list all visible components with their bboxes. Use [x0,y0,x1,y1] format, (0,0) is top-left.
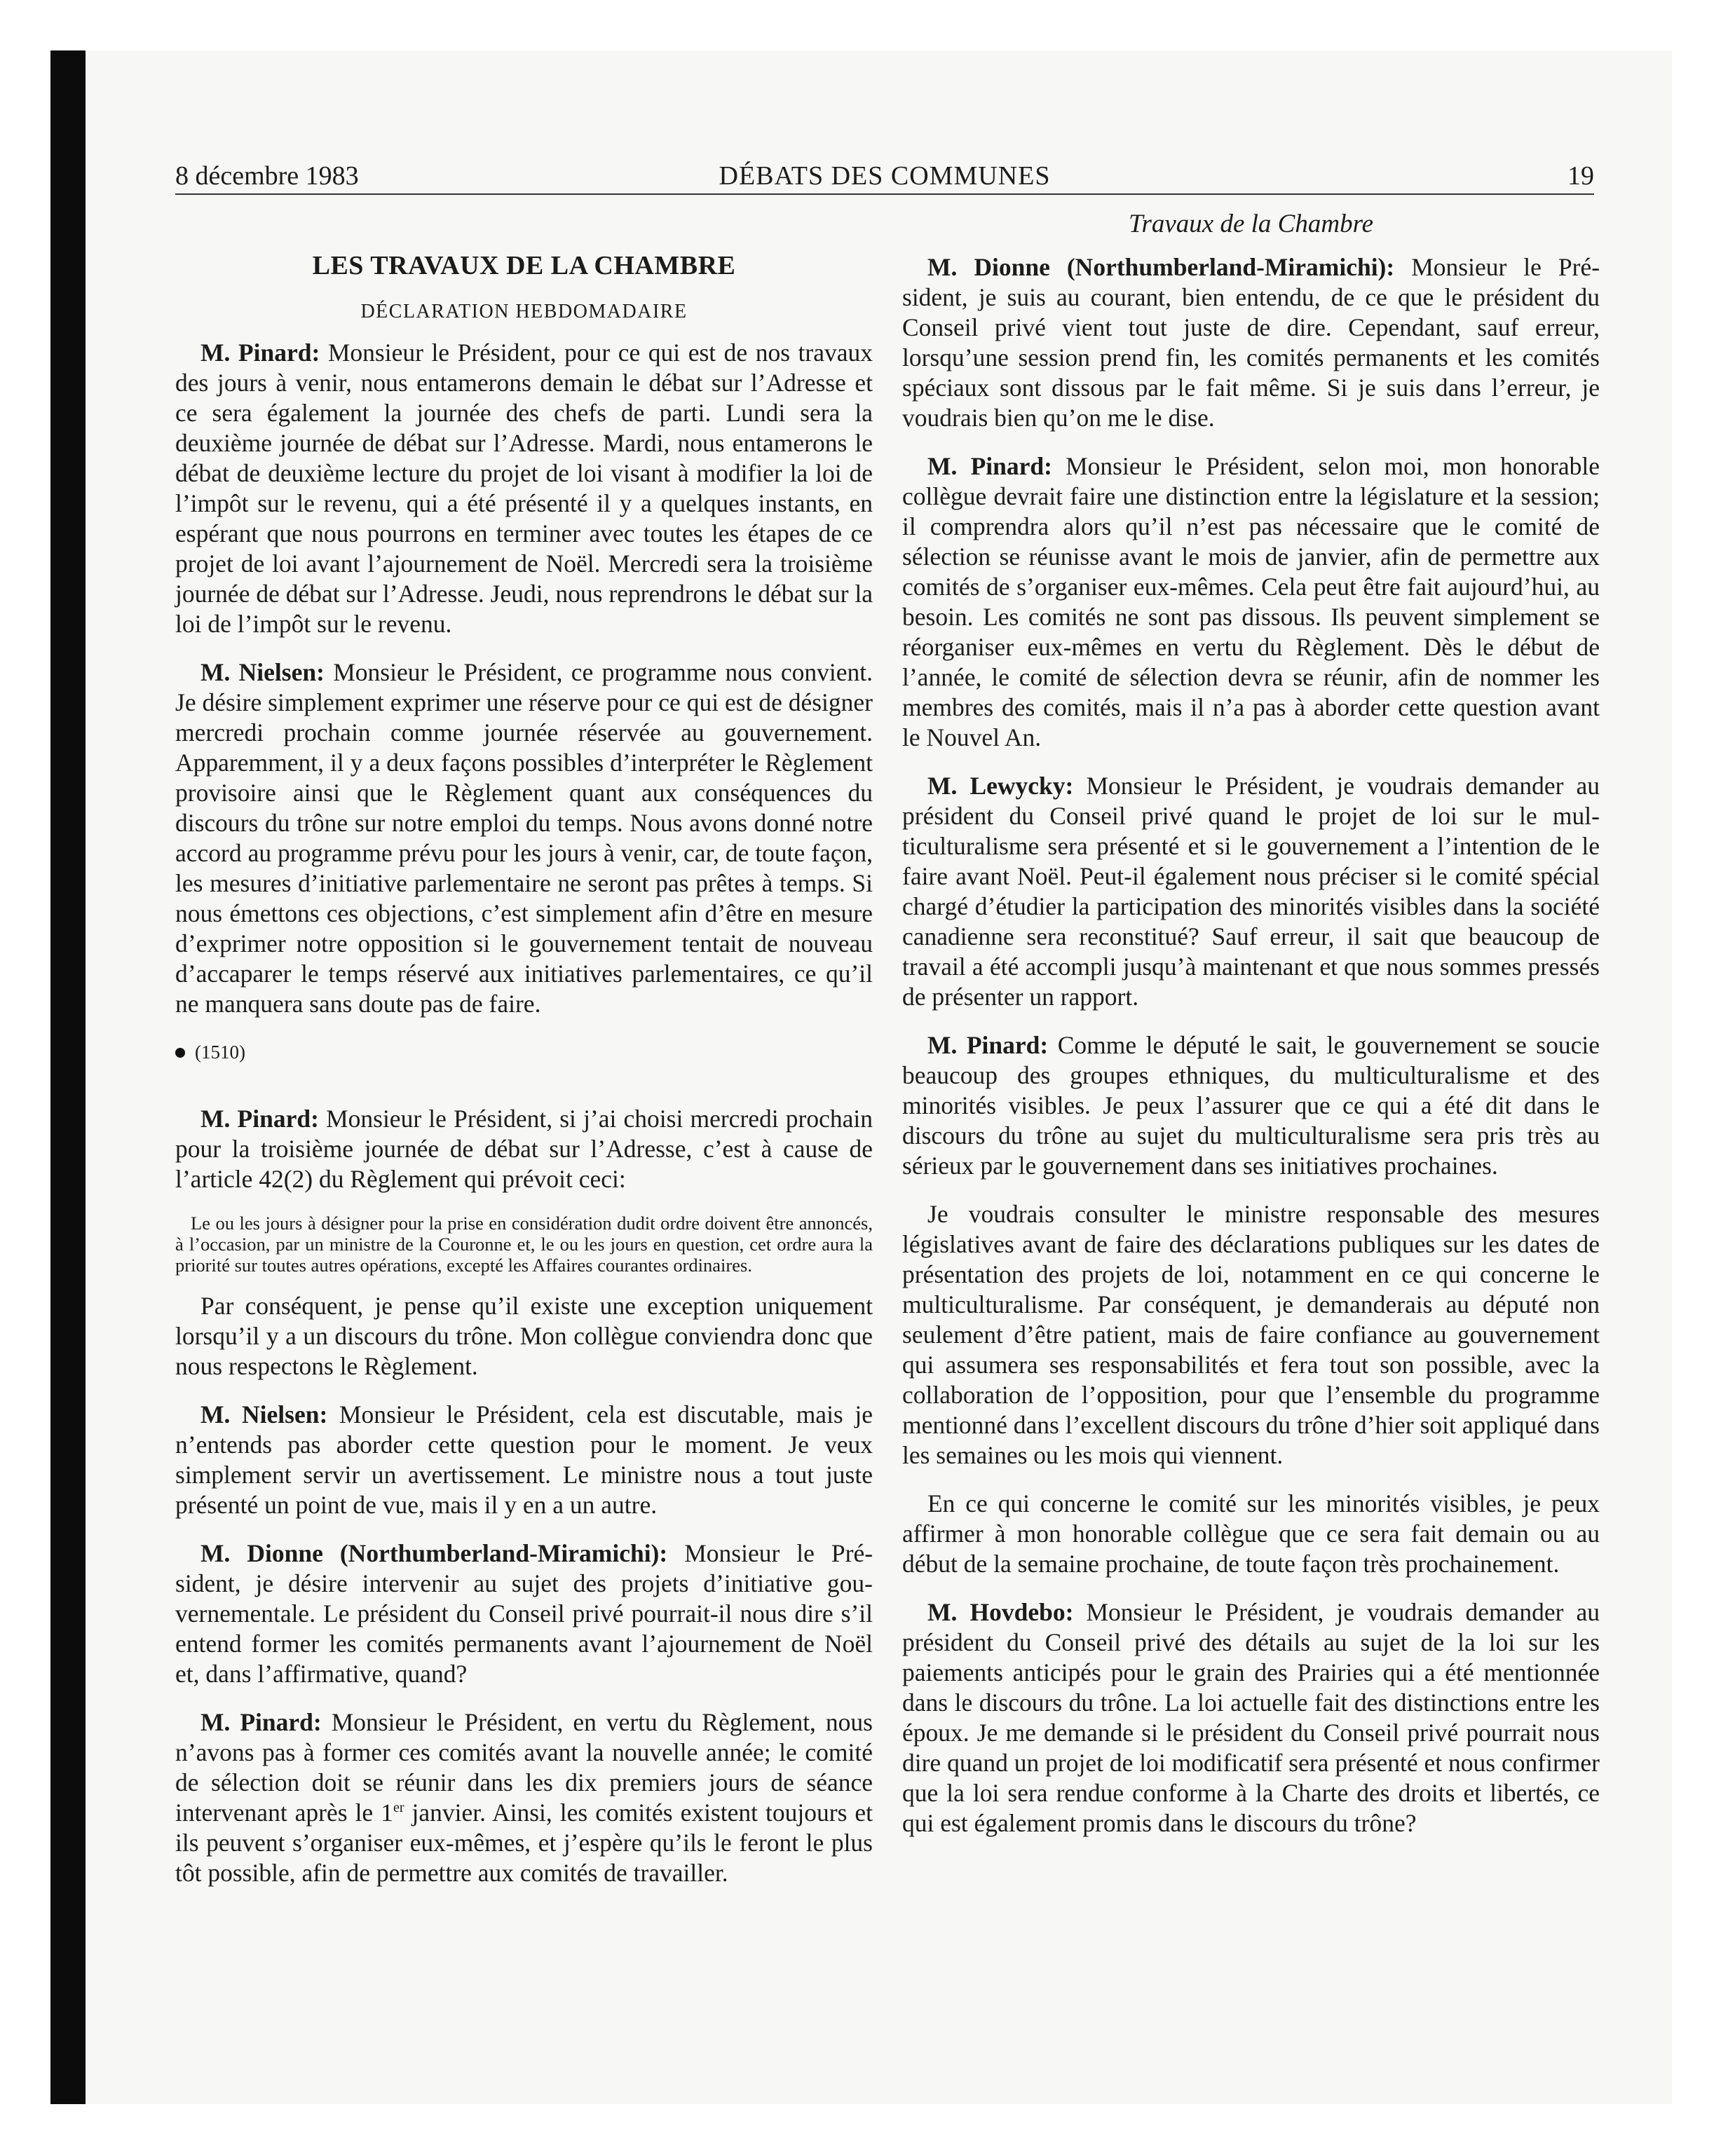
quote-text: Le ou les jours à désigner pour la prise en considération dudit ordre doivent être annoncés, à l’occasion, par un ministre de la Couronne et, le ou les jours en question, cet ordre aura la priorité sur toutes autres opérations, excepté les Affaires courantes ordinaires. [175,1213,873,1276]
paragraph [175,1400,873,1520]
page-number: 19 [1567,161,1594,191]
speaker-name: M. Hovdebo: [927,1598,1074,1626]
paragraph [175,1538,873,1689]
speech-text: janvier. Ainsi, les comités existent toujours et ils peuvent s’organiser eux-mêmes, et j’espère qu’ils le feront le plus tôt possible, afin de permettre aux comités de travailler. [175,1799,873,1887]
column-header: Travaux de la Chambre [1128,210,1374,238]
speech-text: Monsieur le Président, je désire intervenir au sujet des projets d’initiative gouvernementale. Le président du Conseil privé pourrait-il nous dire s’il entend former les comités permanents avant l’ajournement de Noël et, dans l’affirmative, quand? [175,1539,873,1688]
speaker-name: M. Lewycky: [927,772,1074,800]
speaker-name: M. Pinard: [927,1031,1049,1059]
speaker-name: M. Pinard: [200,1105,319,1133]
speaker-name: M. Dionne [200,1539,323,1567]
paragraph [175,1104,873,1194]
paragraph [175,1707,873,1888]
block-quote [175,1213,873,1276]
speech-text: Monsieur le Président, selon moi, mon honorable collègue devrait faire une distinction entre la législature et la session; il comprendra alors qu’il n’est pas nécessaire que le comité de sélection se réunisse avant le mois de janvier, afin de permettre aux comités de s’organiser eux-mêmes. Cela peut être fait aujourd’hui, au besoin. Les comités ne sont pas dissous. Ils peuvent simplement se réorganiser eux-mêmes en vertu du Règlement. Dès le début de l’année, le comité de sélection devra se réunir, afin de nommer les membres des comités, mais il n’a pas à aborder cette question avant le Nouvel An. [902,452,1600,751]
paragraph [902,1597,1600,1838]
speaker-riding: (Northumberland-Miramichi): [1049,253,1395,281]
bullet-icon [175,1048,185,1058]
speaker-name: M. Pinard: [200,1708,322,1736]
scan-edge [50,50,86,2104]
speaker-name: M. Pinard: [200,339,320,367]
paragraph [902,771,1600,1012]
paragraph [902,451,1600,753]
speech-text: Monsieur le Président, si j’ai choisi mercredi prochain pour la troisième journée de débat sur l’Adresse, c’est à cause de l’article 42(2) du Règlement qui prévoit ceci: [175,1105,873,1193]
paragraph [902,1030,1600,1181]
speech-text: Je voudrais consulter le ministre responsable des mesures législatives avant de faire des déclarations publiques sur les dates de présentation des projets de loi, notamment en ce qui concerne le multiculturalisme. Par conséquent, je demanderais au député non seulement d’être patient, mais de faire confiance au gouvernement qui assumera ses responsabilités et fera tout son possible, avec la collaboration de l’opposition, pour que l’ensemble du programme mentionné dans l’excellent discours du trône d’hier soit appliqué dans les semaines ou les mois qui viennent. [902,1200,1600,1469]
speech-text: Monsieur le Président, en vertu du Règlement, nous n’avons pas à former ces comités avant la nouvelle année; le comité de sélection doit se réunir dans les dix premiers jours de séance intervenant après le 1 [175,1708,873,1827]
speech-text: Monsieur le Président, je voudrais demander au président du Conseil privé quand le projet de loi sur le multiculturalisme sera présenté et si le gouvernement a l’intention de le faire avant Noël. Peut-il également nous préciser si le comité spécial chargé d’étudier la participation des minorités visibles dans la société canadienne sera reconstitué? Sauf erreur, il sait que beaucoup de travail a été accompli jusqu’à maintenant et que nous sommes pressés de présenter un rapport. [902,772,1600,1011]
right-column [902,209,1600,1857]
paragraph [902,252,1600,433]
speech-text: En ce qui concerne le comité sur les minorités visibles, je peux affirmer à mon honorable collègue que ce sera fait demain ou au début de la semaine prochaine, de toute façon très prochainement. [902,1489,1600,1578]
speaker-name: M. Dionne [927,253,1050,281]
paragraph [902,1489,1600,1579]
section-title: LES TRAVAUX DE LA CHAMBRE [312,251,736,280]
speaker-name: M. Nielsen: [200,658,325,686]
time-marker-text: (1510) [195,1042,245,1063]
paragraph [902,1199,1600,1471]
left-column [175,209,873,1906]
header-rule [175,193,1594,195]
speech-text: Monsieur le Président, je voudrais demander au président du Conseil privé des détails au sujet de la loi sur les paiements anticipés pour le grain des Prairies qui a été mentionnée dans le discours du trône. La loi actuelle fait des distinctions entre les époux. Je me demande si le président du Conseil privé pourrait nous dire quand un projet de loi modificatif sera présenté et nous confirmer que la loi sera rendue conforme à la Charte des droits et libertés, ce qui est également promis dans le discours du trône? [902,1598,1600,1837]
speaker-name: M. Nielsen: [200,1400,328,1428]
speaker-riding: (Northumberland-Miramichi): [322,1539,668,1567]
speech-text: Par conséquent, je pense qu’il existe une exception uniquement lorsqu’il y a un discours du trône. Mon collègue conviendra donc que nous respectons le Règlement. [175,1292,873,1380]
speech-text: Monsieur le Président, je suis au courant, bien entendu, de ce que le président du Conseil privé vient tout juste de dire. Cependant, sauf erreur, lorsqu’une session prend fin, les comités permanents et les comités spéciaux sont dissous par le fait même. Si je suis dans l’erreur, je voudrais bien qu’on me le dise. [902,253,1600,432]
paragraph [175,1291,873,1381]
header-date: 8 décembre 1983 [175,161,359,191]
subsection-title: DÉCLARATION HEBDOMADAIRE [360,301,688,322]
header-title: DÉBATS DES COMMUNES [719,161,1051,191]
paragraph [175,338,873,639]
paragraph [175,657,873,1019]
speech-text: Comme le député le sait, le gouvernement se soucie beaucoup des groupes ethniques, du multiculturalisme et des minorités visibles. Je peux l’assurer que ce qui a été dit dans le discours du trône au sujet du multiculturalisme sera pris très au sérieux par le gouvernement dans ses initiatives prochaines. [902,1031,1600,1180]
speaker-name: M. Pinard: [927,452,1052,480]
time-marker [175,1037,873,1067]
speech-text: Monsieur le Président, pour ce qui est de nos travaux des jours à venir, nous entamerons demain le débat sur l’Adresse et ce sera également la journée des chefs de parti. Lundi sera la deuxième journée de débat sur l’Adresse. Mardi, nous entamerons le débat de deuxième lecture du projet de loi visant à modifier la loi de l’impôt sur le revenu, qui a été présenté il y a quelques instants, en espérant que nous pourrons en terminer avec toutes les étapes de ce projet de loi avant l’ajournement de Noël. Mercredi sera la troisième journée de débat sur l’Adresse. Jeudi, nous reprendrons le débat sur la loi de l’impôt sur le revenu. [175,339,873,638]
superscript: er [393,1800,404,1816]
speech-text: Monsieur le Président, cela est discutable, mais je n’entends pas aborder cette question pour le moment. Je veux simplement servir un avertissement. Le ministre nous a tout juste présenté un point de vue, mais il y en a un autre. [175,1400,873,1519]
speech-text: Monsieur le Président, ce programme nous convient. Je désire simplement exprimer une réserve pour ce qui est de désigner mercredi prochain comme journée réservée au gouvernement. Apparemment, il y a deux façons possibles d’interpréter le Règlement provisoire ainsi que le Règlement quant aux conséquences du discours du trône sur notre emploi du temps. Nous avons donné notre accord au programme prévu pour les jours à venir, car, de toute façon, les mesures d’initiative parlementaire ne seront pas prêtes à temps. Si nous émettons ces objections, c’est simplement afin d’être en mesure d’exprimer notre opposition si le gouvernement tentait de nouveau d’accaparer le temps réservé aux initiatives parlementaires, ce qu’il ne manquera sans doute pas de faire. [175,658,873,1018]
